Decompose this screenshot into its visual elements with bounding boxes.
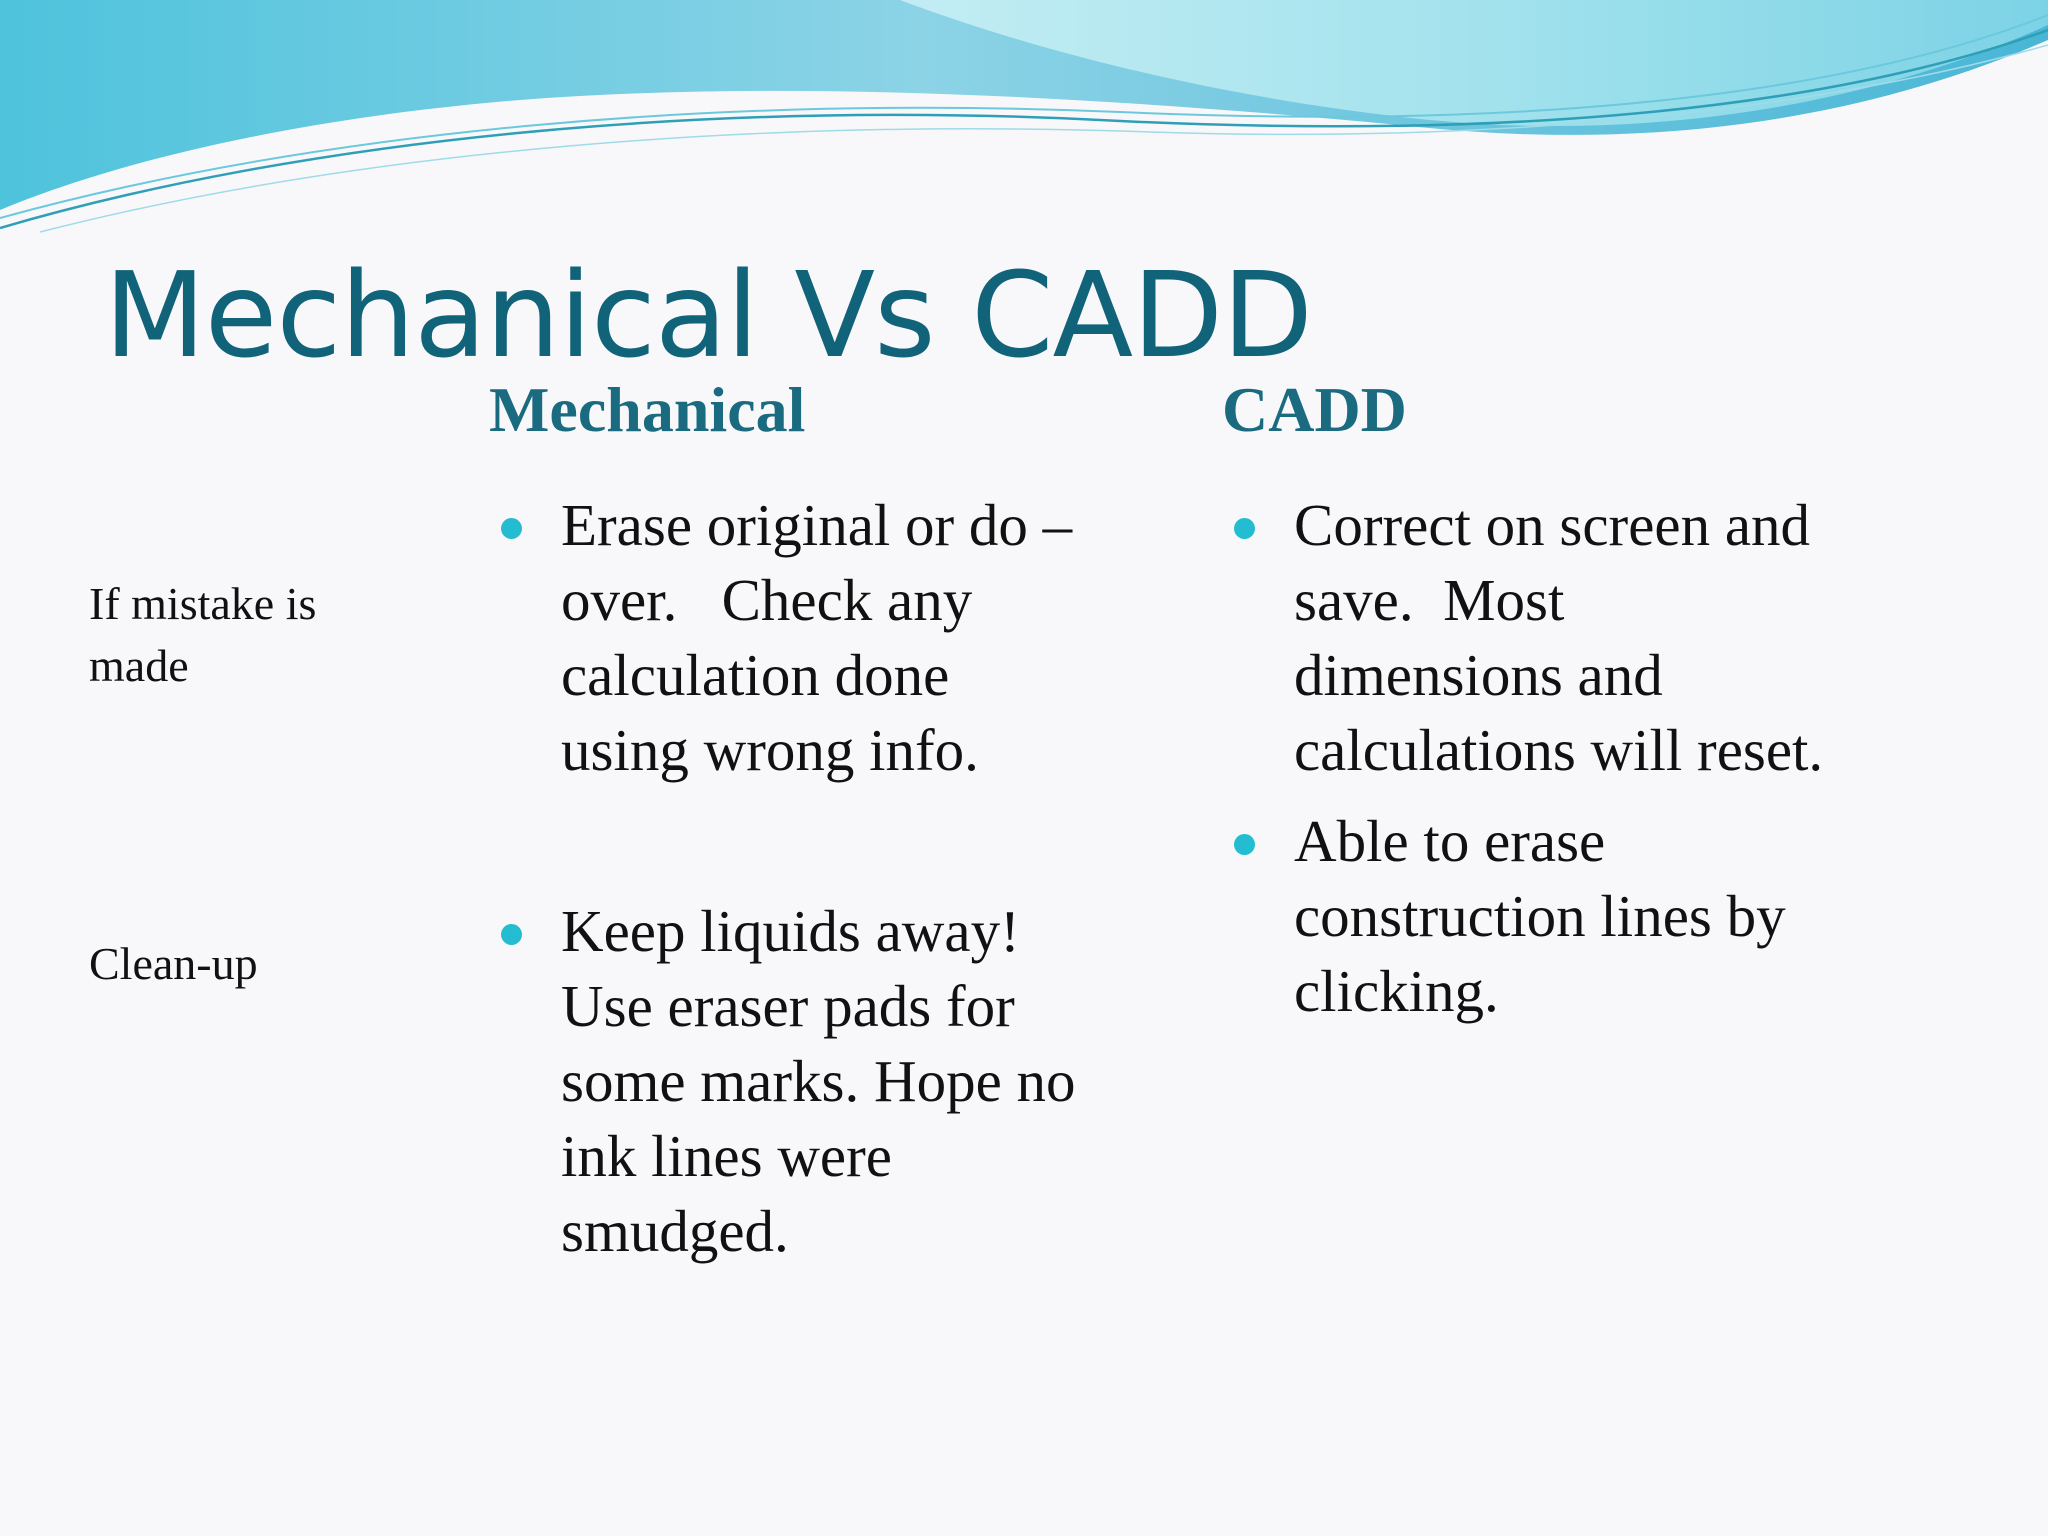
header-wave-decoration (0, 0, 2048, 240)
bullet-line: using wrong info. (561, 717, 979, 783)
column-heading-cadd: CADD (1222, 374, 1407, 445)
bullet-line: some marks. Hope no (561, 1048, 1076, 1114)
row-label-line: If mistake is (89, 578, 317, 629)
bullet-line: ink lines were (561, 1123, 892, 1189)
bullet-line: Keep liquids away! (561, 898, 1020, 964)
row-label-cleanup (89, 933, 258, 995)
bullet-line: Use eraser pads for (561, 973, 1015, 1039)
cadd-bullet-erase (1294, 804, 1786, 1029)
column-heading-mechanical: Mechanical (489, 374, 806, 445)
bullet-line: calculations will reset. (1294, 717, 1824, 783)
bullet-dot-icon (501, 924, 522, 945)
slide-title: Mechanical Vs CADD (104, 246, 1312, 384)
bullet-line: dimensions and (1294, 642, 1663, 708)
bullet-line: over. Check any (561, 567, 973, 633)
mechanical-bullet-cleanup (561, 894, 1076, 1269)
bullet-line: construction lines by (1294, 883, 1786, 949)
bullet-dot-icon (1234, 518, 1255, 539)
row-label-mistake (89, 573, 316, 697)
bullet-line: Erase original or do – (561, 492, 1073, 558)
mechanical-bullet-mistake (561, 488, 1072, 788)
cadd-bullet-mistake (1294, 488, 1823, 788)
row-label-line: Clean-up (89, 938, 258, 989)
bullet-line: Able to erase (1294, 808, 1606, 874)
bullet-dot-icon (1234, 834, 1255, 855)
bullet-line: save. Most (1294, 567, 1565, 633)
row-label-line: made (89, 640, 189, 691)
bullet-line: Correct on screen and (1294, 492, 1811, 558)
bullet-line: smudged. (561, 1198, 789, 1264)
bullet-line: calculation done (561, 642, 950, 708)
bullet-dot-icon (501, 518, 522, 539)
bullet-line: clicking. (1294, 958, 1499, 1024)
